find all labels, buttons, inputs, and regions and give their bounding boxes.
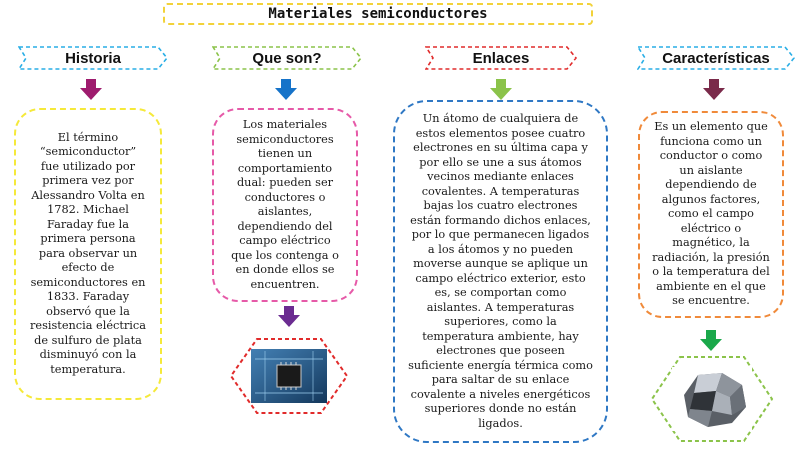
que-son-text: Los materiales semiconductores tienen un comportamiento dual: pueden ser conductores o aislantes, dependiendo del campo eléctrico que los contenga o en donde ellos se encuentren. bbox=[231, 118, 339, 291]
enlaces-text: Un átomo de cualquiera de estos elementos posee cuatro electrones en su última capa y por ello se une a sus átomos vecinos mediante enlaces covalentes. A temperaturas bajas los cuatro electrones están formando dichos enlaces, por lo que permanecen ligados a los átomos y no pueden moverse aunque se aplique un campo eléctrico exterior, esto es, se comportan como aislantes. A temperaturas superiores, como la temperatura ambiente, hay electrones que poseen suficiente energía térmica como para saltar de su enlace covalente a niveles energéticos superiores donde no están ligados. bbox=[408, 112, 593, 430]
arrow-down-icon bbox=[278, 306, 300, 328]
arrow-down-icon bbox=[80, 79, 102, 101]
header-enlaces bbox=[425, 46, 577, 70]
enlaces-box bbox=[393, 100, 608, 443]
historia-text: El término “semiconductor” fue utilizado por primera vez por Alessandro Volta en 1782. Michael Faraday fue la primera persona para observar un efecto de semiconductores en 1833. Faraday observó que la resistencia eléctrica de sulfuro de plata disminuyó con la temperatura. bbox=[30, 130, 146, 376]
caracteristicas-box bbox=[638, 111, 784, 318]
header-caracteristicas-label: Características bbox=[662, 49, 770, 67]
silicon-crystal-image bbox=[650, 355, 774, 443]
arrow-down-icon bbox=[700, 330, 722, 352]
historia-box bbox=[14, 108, 162, 400]
header-que-son-label: Que son? bbox=[252, 49, 322, 67]
caracteristicas-text: Es un elemento que funciona como un conductor o como un aislante dependiendo de algunos factores, como el campo eléctrico o magnético, la radiación, la presión o la temperatura del ambiente en el que se encuentre. bbox=[652, 120, 770, 308]
arrow-down-icon bbox=[490, 79, 512, 101]
header-caracteristicas bbox=[637, 46, 795, 70]
arrow-down-icon bbox=[703, 79, 725, 101]
header-historia bbox=[18, 46, 168, 70]
diagram-title: Materiales semiconductores bbox=[163, 3, 593, 25]
header-que-son bbox=[212, 46, 362, 70]
header-enlaces-label: Enlaces bbox=[472, 49, 530, 67]
que-son-box bbox=[212, 108, 358, 302]
circuit-board-image bbox=[229, 337, 349, 415]
header-historia-label: Historia bbox=[65, 49, 121, 67]
arrow-down-icon bbox=[275, 79, 297, 101]
